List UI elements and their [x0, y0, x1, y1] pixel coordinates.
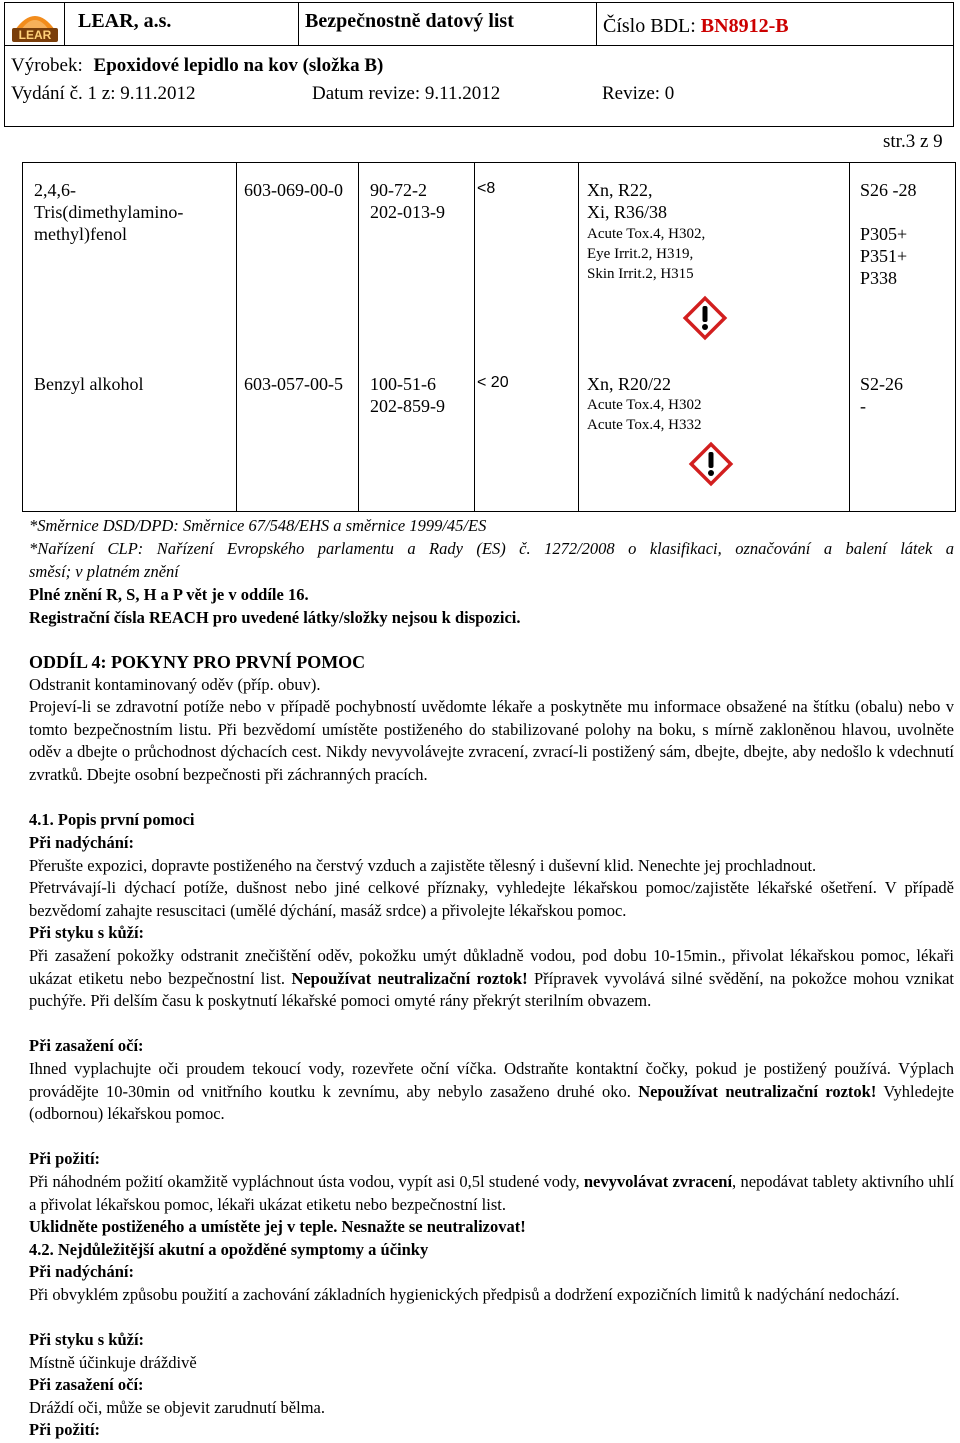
clp-line: Acute Tox.4, H302,: [587, 226, 706, 242]
phrase-line: P351+: [860, 246, 908, 266]
inhalation-label: Při nadýchání:: [29, 1262, 134, 1281]
ingestion-text-part: , nepodávat tablety aktivního uhlí a přivolat lékařskou pomoc, lékaři ukázat etiketu nebo bezpečnostní list.: [29, 1172, 955, 1214]
substance-name-line: 2,4,6-: [34, 180, 76, 200]
ingestion-label: Při požití:: [29, 1149, 101, 1168]
skin-text-part: Při zasažení pokožky odstranit znečištění oděv, pokožku umýt důkladně vodou, pod dobu 10-15min., přivolat lékařskou pomoc, lékaři ukázat etiketu nebo bezpečnostní list.: [29, 946, 954, 988]
substance-name-line: methyl)fenol: [34, 224, 127, 244]
eye-contact-text: [29, 1058, 954, 1126]
note-reach: Registrační čísla REACH pro uvedené látky/složky nejsou k dispozici.: [29, 608, 521, 627]
remove-clothing-text: Odstranit kontaminovaný oděv (příp. obuv).: [29, 675, 321, 694]
revision-date: Datum revize: 9.11.2012: [312, 83, 501, 104]
header-divider: [596, 3, 597, 45]
table-row: [34, 179, 183, 245]
clp-line: Acute Tox.4, H332: [587, 417, 702, 433]
header-divider: [5, 45, 953, 46]
product-name: Epoxidové lepidlo na kov (složka B): [93, 55, 384, 76]
bdl-field: [603, 15, 789, 37]
clp-line: Skin Irrit.2, H315: [587, 266, 694, 282]
composition-table: [22, 162, 956, 512]
document-header: [4, 2, 954, 127]
note-dsd: *Směrnice DSD/DPD: Směrnice 67/548/EHS a směrnice 1999/45/ES: [29, 516, 487, 535]
phrase-line: -: [860, 396, 866, 416]
lear-logo: [9, 6, 61, 43]
safety-phrases: [860, 179, 917, 289]
document-title: Bezpečnostně datový list: [305, 10, 514, 32]
ec-number: 202-013-9: [370, 202, 445, 222]
clp-line: Eye Irrit.2, H319,: [587, 246, 694, 262]
ingestion-label: Při požití:: [29, 1420, 101, 1439]
header-divider: [64, 3, 65, 45]
index-number: 603-057-00-5: [244, 374, 343, 394]
subsection-heading: 4.2. Nejdůležitější akutní a opožděné symptomy a účinky: [29, 1240, 429, 1259]
substance-name-line: Tris(dimethylamino-: [34, 202, 184, 222]
eye-contact-label: Při zasažení očí:: [29, 1375, 144, 1394]
eye-symptoms: Dráždí oči, může se objevit zarudnutí bělma.: [29, 1398, 325, 1417]
note-clp: *Nařízení CLP: Nařízení Evropského parlamentu a Rady (ES) č. 1272/2008 o klasifikaci, označování a balení látek a: [29, 539, 954, 558]
ec-number: 202-859-9: [370, 396, 445, 416]
logo-text: LEAR: [18, 28, 52, 42]
exclamation-mark-icon: [686, 439, 736, 489]
company-name: LEAR, a.s.: [78, 10, 172, 32]
clp-classification: [587, 395, 702, 435]
dsd-line: Xn, R22,: [587, 180, 653, 200]
dsd-line: Xi, R36/38: [587, 202, 668, 222]
section-heading: ODDÍL 4: POKYNY PRO PRVNÍ POMOC: [29, 652, 366, 672]
note-full-text: Plné znění R, S, H a P vět je v oddíle 16.: [29, 585, 309, 604]
inhalation-text: Přetrvávají-li dýchací potíže, dušnost nebo jiné celkové příznaky, vyhledejte lékařskou pomoc/zajistěte lékařské ošetření. V případě bezvědomí zahajte resuscitaci (umělé dýchání, masáž srdce) a přivolejte lékařskou pomoc.: [29, 878, 954, 920]
dsd-line: Xn, R20/22: [587, 374, 672, 394]
index-number: 603-069-00-0: [244, 180, 343, 200]
skin-symptoms: Místně účinkuje dráždivě: [29, 1353, 197, 1372]
phrase-line: S2-26: [860, 374, 904, 394]
eye-text-part: Ihned vyplachujte oči proudem tekoucí vody, rozevřete oční víčka. Odstraňte kontaktní čočky, pokud je postižený používá. Výplach provádějte 10-30min od vnitřního koutku k zevnímu, aby nebylo zasaženo druhé oko.: [29, 1059, 954, 1101]
bdl-number: BN8912-B: [700, 15, 789, 37]
clp-classification: [587, 224, 705, 284]
concentration: < 20: [477, 374, 509, 391]
ingestion-text: [29, 1171, 954, 1216]
bdl-label: Číslo BDL:: [603, 15, 696, 37]
issue-number: Vydání č. 1 z: 9.11.2012: [11, 83, 196, 104]
cas-number: 90-72-2: [370, 180, 427, 200]
exclamation-mark-icon: [680, 293, 730, 343]
skin-text-part: Přípravek vyvolává silné svědění, na pokožce mohou vznikat puchýře. Při delším času k poskytnutí lékařské pomoci omyté rány překrýt sterilním obvazem.: [29, 968, 954, 1011]
product-label: Výrobek:: [11, 55, 83, 76]
note-clp-continued: směsí; v platném znění: [29, 562, 179, 581]
subsection-heading: 4.1. Popis první pomoci: [29, 810, 195, 829]
page-number: str.3 z 9: [883, 131, 943, 152]
dsd-classification: [587, 179, 667, 223]
inhalation-label: Při nadýchání:: [29, 833, 134, 852]
cas-number: 100-51-6: [370, 374, 436, 394]
inhalation-text: Přerušte expozici, dopravte postiženého na čerstvý vzduch a zajistěte tělesný i duševní klid. Nenechte jej prochladnout.: [29, 856, 817, 875]
revision-number: Revize: 0: [602, 83, 675, 104]
phrase-line: S26 -28: [860, 180, 917, 200]
safety-phrases: [860, 373, 903, 417]
skin-warning: Nepoužívat neutralizační roztok!: [291, 968, 528, 988]
eye-contact-label: Při zasažení očí:: [29, 1036, 144, 1055]
inhalation-symptoms: Při obvyklém způsobu použití a zachování základních hygienických předpisů a dodržení expozičních limitů k nadýchání nedochází.: [29, 1285, 900, 1304]
calm-instruction: Uklidněte postiženého a umístěte jej v teple. Nesnažte se neutralizovat!: [29, 1217, 526, 1236]
skin-contact-text: [29, 945, 954, 1013]
substance-name-line: Benzyl alkohol: [34, 374, 144, 394]
ingestion-text-part: Při náhodném požití okamžitě vypláchnout ústa vodou, vypít asi 0,5l studené vody,: [29, 1172, 584, 1191]
header-divider: [298, 3, 299, 45]
phrase-line: P338: [860, 268, 898, 288]
clp-line: Acute Tox.4, H302: [587, 397, 702, 413]
eye-warning: Nepoužívat neutralizační roztok!: [638, 1081, 877, 1101]
general-instructions: Projeví-li se zdravotní potíže nebo v případě pochybností uvědomte lékaře a poskytněte mu informace obsažené na štítku (obalu) nebo v tomto bezpečnostním listu. Při bezvědomí umístěte postiženého do stabilizované polohy na boku, s mírně zakloněnou hlavou, uvolněte oděv a dbejte o průchodnost dýchacích cest. Nikdy nevyvolávejte zvracení, zvrací-li postižený sám, dbejte, dbejte, aby nedošlo k vdechnutí zvratků. Dbejte osobní bezpečnosti při záchranných pracích.: [29, 697, 954, 784]
skin-contact-label: Při styku s kůží:: [29, 923, 145, 942]
eye-text-part: Vyhledejte (odbornou) lékařskou pomoc.: [29, 1081, 954, 1124]
product-line: [11, 55, 383, 77]
skin-contact-label: Při styku s kůží:: [29, 1330, 145, 1349]
phrase-line: P305+: [860, 224, 908, 244]
concentration: <8: [477, 180, 496, 197]
ingestion-warning: nevyvolávat zvracení: [583, 1172, 733, 1191]
